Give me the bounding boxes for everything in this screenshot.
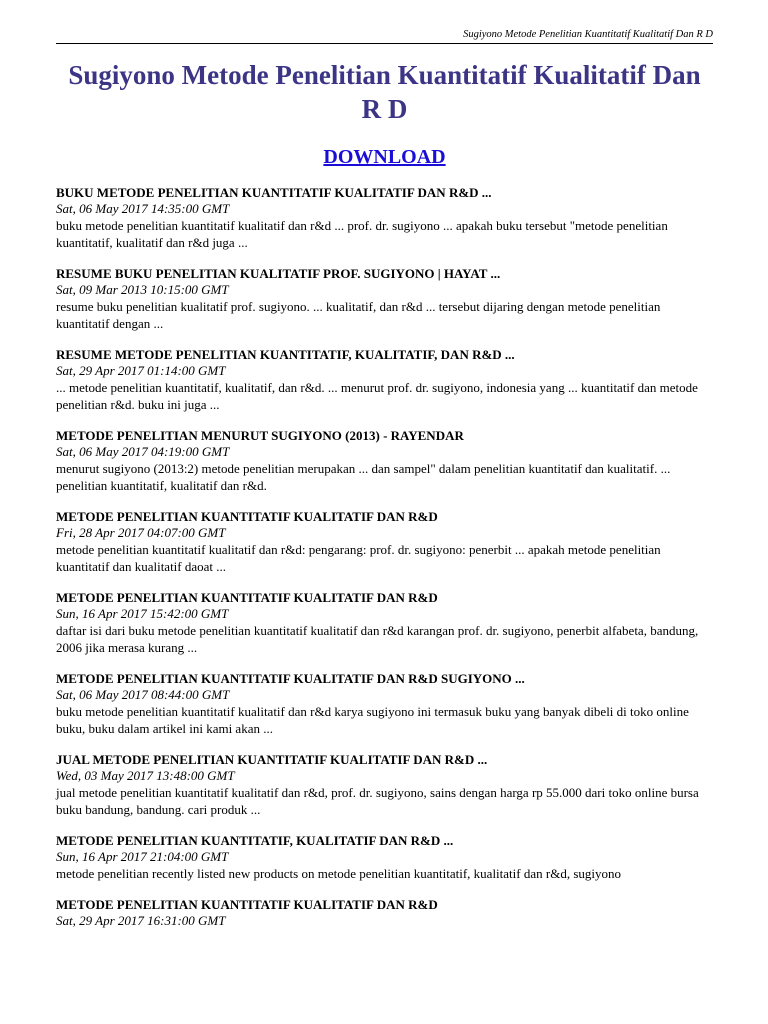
result-title[interactable]: METODE PENELITIAN KUANTITATIF KUALITATIF DAN R&D SUGIYONO ... [56,671,525,686]
header-divider [56,43,713,44]
result-date: Sat, 29 Apr 2017 01:14:00 GMT [56,363,226,378]
result-item [56,346,716,413]
result-title[interactable]: METODE PENELITIAN KUANTITATIF KUALITATIF DAN R&D [56,590,438,605]
result-date: Sun, 16 Apr 2017 21:04:00 GMT [56,849,229,864]
result-title[interactable]: JUAL METODE PENELITIAN KUANTITATIF KUALITATIF DAN R&D ... [56,752,488,767]
page-title: Sugiyono Metode Penelitian Kuantitatif Kualitatif Dan R D [68,60,701,124]
result-date: Sat, 06 May 2017 14:35:00 GMT [56,201,230,216]
result-title[interactable]: BUKU METODE PENELITIAN KUANTITATIF KUALITATIF DAN R&D ... [56,185,492,200]
result-item [56,751,716,818]
result-snippet: resume buku penelitian kualitatif prof. sugiyono. ... kualitatif, dan r&d ... tersebut dijaring dengan metode penelitian kuantitatif dengan ... [56,299,661,331]
result-date: Fri, 28 Apr 2017 04:07:00 GMT [56,525,226,540]
result-snippet: daftar isi dari buku metode penelitian kuantitatif kualitatif dan r&d karangan prof. dr. sugiyono, penerbit alfabeta, bandung, 2006 jika merasa kurang ... [56,623,699,655]
result-title[interactable]: METODE PENELITIAN KUANTITATIF KUALITATIF DAN R&D [56,509,438,524]
result-date: Sat, 06 May 2017 04:19:00 GMT [56,444,230,459]
result-date: Wed, 03 May 2017 13:48:00 GMT [56,768,235,783]
result-snippet: buku metode penelitian kuantitatif kualitatif dan r&d ... prof. dr. sugiyono ... apakah buku tersebut "metode penelitian kuantitatif, kualitatif dan r&d juga ... [56,218,668,250]
result-snippet: metode penelitian kuantitatif kualitatif dan r&d: pengarang: prof. dr. sugiyono: penerbit ... apakah metode penelitian kuantitatif dan kualitatif daoat ... [56,542,661,574]
result-item [56,670,716,737]
result-title[interactable]: METODE PENELITIAN KUANTITATIF, KUALITATIF DAN R&D ... [56,833,454,848]
result-title[interactable]: RESUME BUKU PENELITIAN KUALITATIF PROF. SUGIYONO | HAYAT ... [56,266,501,281]
result-snippet: menurut sugiyono (2013:2) metode penelitian merupakan ... dan sampel" dalam penelitian kuantitatif dan kualitatif. ... penelitian kuantitatif, kualitatif dan r&d. [56,461,671,493]
result-snippet: ... metode penelitian kuantitatif, kualitatif, dan r&d. ... menurut prof. dr. sugiyono, indonesia yang ... kuantitatif dan metode penelitian r&d. buku ini juga ... [56,380,698,412]
result-date: Sat, 09 Mar 2013 10:15:00 GMT [56,282,229,297]
result-item [56,589,716,656]
result-snippet: metode penelitian recently listed new products on metode penelitian kuantitatif, kualitatif dan r&d, sugiyono [56,866,621,881]
result-title[interactable]: METODE PENELITIAN MENURUT SUGIYONO (2013) - RAYENDAR [56,428,464,443]
result-snippet: jual metode penelitian kuantitatif kualitatif dan r&d, prof. dr. sugiyono, sains dengan harga rp 55.000 dari toko online bursa buku bandung, bandung. cari produk ... [56,785,699,817]
result-item [56,427,716,494]
results-list [56,184,716,943]
result-snippet: buku metode penelitian kuantitatif kualitatif dan r&d karya sugiyono ini termasuk buku yang banyak dibeli di toko online buku, buku dalam artikel ini kami akan ... [56,704,689,736]
result-item [56,832,716,882]
result-item [56,896,716,929]
result-date: Sat, 29 Apr 2017 16:31:00 GMT [56,913,226,928]
result-title[interactable]: RESUME METODE PENELITIAN KUANTITATIF, KUALITATIF, DAN R&D ... [56,347,515,362]
result-item [56,508,716,575]
result-item [56,184,716,251]
result-item [56,265,716,332]
download-link[interactable]: DOWNLOAD [323,146,446,168]
download-container [56,144,713,170]
result-date: Sun, 16 Apr 2017 15:42:00 GMT [56,606,229,621]
result-title[interactable]: METODE PENELITIAN KUANTITATIF KUALITATIF DAN R&D [56,897,438,912]
result-date: Sat, 06 May 2017 08:44:00 GMT [56,687,230,702]
running-header-title: Sugiyono Metode Penelitian Kuantitatif Kualitatif Dan R D [463,29,713,40]
